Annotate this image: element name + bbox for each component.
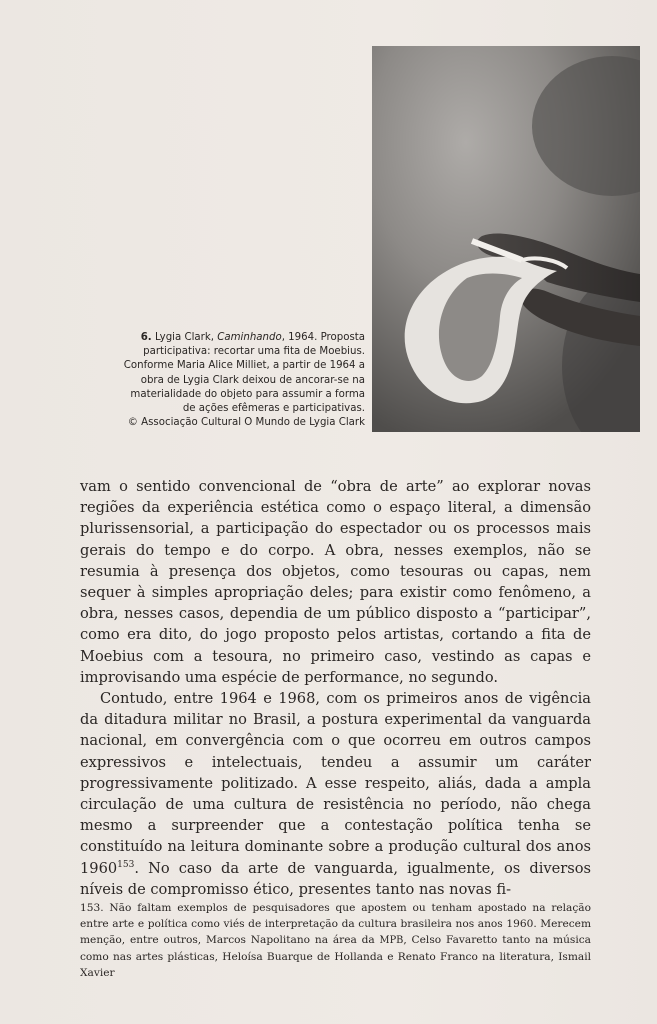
paragraph (80, 688, 591, 900)
figure-year: , 1964. (281, 332, 318, 343)
figure-photo (372, 46, 640, 432)
paragraph-text: Contudo, entre 1964 e 1968, com os primeiros anos de vigência da ditadura militar no Brasil, a postura experimental da vanguarda nacional, em convergência com o que ocorreu em outros campos expressivos e intelectuais, tendeu a assumir um caráter progressivamente politizado. A esse respeito, aliás, dada a ampla circulação de uma cultura de resistência no período, não chega mesmo a surpreender que a contestação política tenha se constituído na leitura dominante sobre a produção cultural dos anos 1960 (80, 690, 591, 877)
figure-credit: © Associação Cultural O Mundo de Lygia Clark (127, 417, 365, 429)
footnote-reference: 153 (117, 859, 135, 870)
moebius-strip-hands-image (372, 46, 640, 432)
footnote-text-part: , Celso Favaretto tanto na música como nas artes plásticas, Heloísa Buarque de Hollanda e Renato Franco na literatura, Ismail Xavier (80, 934, 591, 980)
figure-number: 6. (140, 332, 152, 343)
footnote-text (80, 900, 591, 981)
figure-title: Caminhando (217, 332, 282, 343)
main-text (80, 476, 591, 900)
figure-artist: Lygia Clark, (154, 332, 214, 343)
figure-caption (120, 331, 365, 430)
footnote-text-part: 153. Não faltam exemplos de pesquisadores que apostem ou tenham apostado na relação entre arte e política como viés de interpretação da cultura brasileira nos anos 1960. Merecem menção, entre outros, Marcos Napolitano na área da (80, 902, 591, 947)
paragraph-text: . No caso da arte de vanguarda, igualmente, os diversos níveis de compromisso ético, presentes tanto nas novas fi- (80, 859, 591, 898)
figure-description: Proposta participativa: recortar uma fita de Moebius. Conforme Maria Alice Milliet, a partir de 1964 a obra de Lygia Clark deixou de ancorar-se na materialidade do objeto para assumir a forma de ações efêmeras e participativas. (123, 332, 365, 415)
footnote (80, 900, 591, 981)
footnote-abbreviation: MPB (379, 935, 404, 947)
paragraph: vam o sentido convencional de “obra de arte” ao explorar novas regiões da experiência estética como o espaço literal, a dimensão plurissensorial, a participação do espectador ou os processos mais gerais do tempo e do corpo. A obra, nesses exemplos, não se resumia à presença dos objetos, como tesouras ou capas, nem sequer à simples apropriação deles; para existir como fenômeno, a obra, nesses casos, dependia de um público disposto a “participar”, como era dito, do jogo proposto pelos artistas, cortando a fita de Moebius com a tesoura, no primeiro caso, vestindo as capas e improvisando uma espécie de performance, no segundo. (80, 478, 591, 686)
